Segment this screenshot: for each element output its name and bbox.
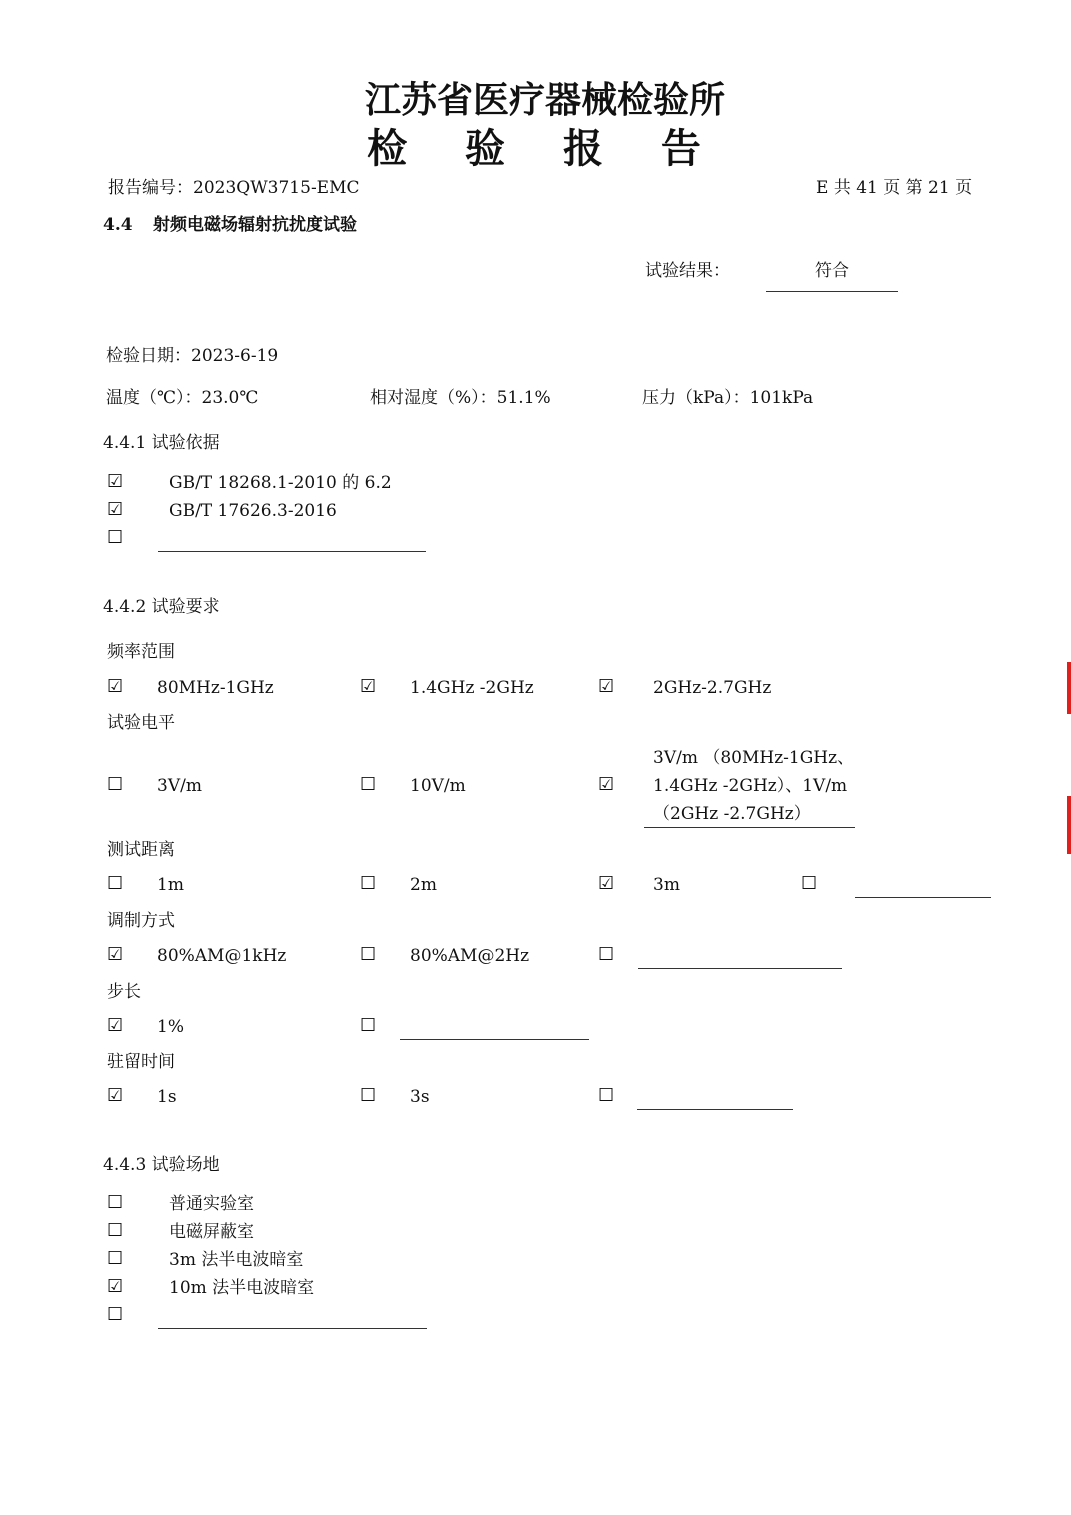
modulation-label: 调制方式 <box>107 911 175 931</box>
dwell-checkbox-3[interactable]: ☐ <box>598 1085 615 1106</box>
site-item-1: 普通实验室 <box>169 1194 254 1214</box>
report-number-value: 2023QW3715-EMC <box>193 178 360 198</box>
section-number: 4.4 <box>103 215 133 235</box>
section-title: 射频电磁场辐射抗扰度试验 <box>153 215 357 235</box>
humidity: 相对湿度（%）：51.1% <box>370 388 551 408</box>
level-option-3-line-1: 3V/m （80MHz-1GHz、 <box>653 748 855 768</box>
distance-option-2: 2m <box>410 875 437 895</box>
seal-fragment-bottom <box>1067 796 1071 854</box>
page-info: E 共 41 页 第 21 页 <box>816 178 973 198</box>
result-underline <box>766 291 898 292</box>
dwell-checkbox-1[interactable]: ☑ <box>107 1085 124 1106</box>
dwell-blank-line[interactable] <box>637 1109 793 1110</box>
modulation-option-2: 80%AM@2Hz <box>410 946 530 966</box>
level-checkbox-1[interactable]: ☐ <box>107 774 124 795</box>
site-checkbox-5[interactable]: ☐ <box>107 1304 124 1325</box>
report-number-label: 报告编号： <box>108 178 193 198</box>
test-date-value: 2023-6-19 <box>191 346 279 366</box>
temperature: 温度（℃）：23.0℃ <box>106 388 259 408</box>
result-label: 试验结果： <box>645 261 730 281</box>
result-value: 符合 <box>815 261 849 281</box>
report-number <box>108 177 360 199</box>
basis-heading: 4.4.1 试验依据 <box>103 433 220 453</box>
report-title: 检 验 报 告 <box>367 125 723 172</box>
dwell-label: 驻留时间 <box>107 1052 175 1072</box>
site-checkbox-3[interactable]: ☐ <box>107 1248 124 1269</box>
distance-option-1: 1m <box>157 875 184 895</box>
site-item-2: 电磁屏蔽室 <box>169 1222 254 1242</box>
level-checkbox-2[interactable]: ☐ <box>360 774 377 795</box>
dwell-option-2: 3s <box>410 1087 430 1107</box>
distance-checkbox-4[interactable]: ☐ <box>801 873 818 894</box>
site-checkbox-4[interactable]: ☑ <box>107 1276 124 1297</box>
modulation-blank-line[interactable] <box>638 968 842 969</box>
step-blank-line[interactable] <box>400 1039 589 1040</box>
basis-item-2: GB/T 17626.3-2016 <box>169 501 337 521</box>
site-blank-line[interactable] <box>158 1328 427 1329</box>
level-checkbox-3[interactable]: ☑ <box>598 774 615 795</box>
pressure: 压力（kPa）：101kPa <box>642 388 814 408</box>
frequency-checkbox-1[interactable]: ☑ <box>107 676 124 697</box>
distance-checkbox-3[interactable]: ☑ <box>598 873 615 894</box>
frequency-option-1: 80MHz-1GHz <box>157 678 274 698</box>
site-heading: 4.4.3 试验场地 <box>103 1155 220 1175</box>
level-option-1: 3V/m <box>157 776 202 796</box>
test-date <box>106 345 278 367</box>
seal-fragment-top <box>1067 662 1071 714</box>
step-option-1: 1% <box>157 1017 184 1037</box>
step-checkbox-2[interactable]: ☐ <box>360 1015 377 1036</box>
distance-checkbox-1[interactable]: ☐ <box>107 873 124 894</box>
modulation-checkbox-2[interactable]: ☐ <box>360 944 377 965</box>
modulation-option-1: 80%AM@1kHz <box>157 946 287 966</box>
distance-label: 测试距离 <box>107 840 175 860</box>
modulation-checkbox-1[interactable]: ☑ <box>107 944 124 965</box>
frequency-checkbox-3[interactable]: ☑ <box>598 676 615 697</box>
distance-checkbox-2[interactable]: ☐ <box>360 873 377 894</box>
frequency-checkbox-2[interactable]: ☑ <box>360 676 377 697</box>
frequency-label: 频率范围 <box>107 642 175 662</box>
level-option-3-line-3: （2GHz -2.7GHz） <box>653 804 811 824</box>
basis-checkbox-1[interactable]: ☑ <box>107 471 124 492</box>
dwell-option-1: 1s <box>157 1087 177 1107</box>
step-checkbox-1[interactable]: ☑ <box>107 1015 124 1036</box>
test-date-label: 检验日期： <box>106 346 191 366</box>
requirements-heading: 4.4.2 试验要求 <box>103 597 220 617</box>
frequency-option-2: 1.4GHz -2GHz <box>410 678 534 698</box>
level-label: 试验电平 <box>107 713 175 733</box>
distance-blank-line[interactable] <box>855 897 991 898</box>
step-label: 步长 <box>107 982 141 1002</box>
modulation-checkbox-3[interactable]: ☐ <box>598 944 615 965</box>
basis-item-1: GB/T 18268.1-2010 的 6.2 <box>169 473 392 493</box>
org-title: 江苏省医疗器械检验所 <box>364 79 725 121</box>
site-checkbox-2[interactable]: ☐ <box>107 1220 124 1241</box>
level-option-3-line-2: 1.4GHz -2GHz）、1V/m <box>653 776 848 796</box>
frequency-option-3: 2GHz-2.7GHz <box>653 678 772 698</box>
basis-blank-line[interactable] <box>158 551 426 552</box>
site-item-4: 10m 法半电波暗室 <box>169 1278 315 1298</box>
site-checkbox-1[interactable]: ☐ <box>107 1192 124 1213</box>
distance-option-3: 3m <box>653 875 680 895</box>
dwell-checkbox-2[interactable]: ☐ <box>360 1085 377 1106</box>
basis-checkbox-3[interactable]: ☐ <box>107 527 124 548</box>
level-option-3-underline <box>644 827 855 828</box>
basis-checkbox-2[interactable]: ☑ <box>107 499 124 520</box>
level-option-2: 10V/m <box>410 776 466 796</box>
site-item-3: 3m 法半电波暗室 <box>169 1250 304 1270</box>
